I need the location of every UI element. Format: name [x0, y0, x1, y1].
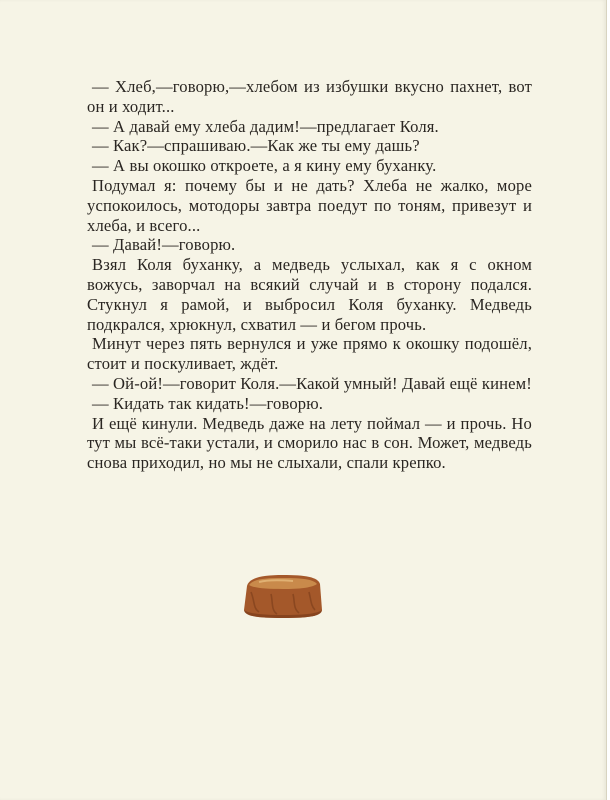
paragraph-2: — А давай ему хлеба дадим!—предлагает Коля. [92, 116, 439, 136]
paragraph-6: — Давай!—говорю. [92, 235, 236, 255]
paragraph-3: — Как?—спрашиваю.—Как же ты ему дашь? [92, 136, 420, 156]
paragraph-11: И ещё кинули. Медведь даже на лету поймал — и прочь. Но тут мы всё-таки устали, и сморило нас в сон. Может, медведь снова приходил, но мы не слыхали, спали крепко. [87, 413, 532, 473]
paragraph-1: — Хлеб,—говорю,—хлебом из избушки вкусно пахнет, вот он и ходит... [87, 77, 532, 116]
paragraph-5: Подумал я: почему бы и не дать? Хлеба не жалко, море успокоилось, мотодоры завтра поедут по тоням, привезут и хлеба, и всего... [87, 175, 532, 235]
bread-loaf-illustration [241, 572, 325, 620]
bread-loaf-icon [241, 572, 325, 620]
paragraph-9: — Ой-ой!—говорит Коля.—Какой умный! Давай ещё кинем! [92, 373, 532, 393]
paragraph-7: Взял Коля буханку, а медведь услыхал, как я с окном вожусь, заворчал на всякий случай и в сторону подался. Стукнул я рамой, и выбросил Коля буханку. Медведь подкрался, хрюкнул, схватил — и бегом прочь. [87, 255, 532, 334]
paragraph-8: Минут через пять вернулся и уже прямо к окошку подошёл, стоит и поскуливает, ждёт. [87, 334, 532, 374]
story-text [87, 77, 532, 473]
paragraph-4: — А вы окошко откроете, а я кину ему буханку. [92, 156, 437, 176]
paragraph-10: — Кидать так кидать!—говорю. [92, 393, 324, 413]
